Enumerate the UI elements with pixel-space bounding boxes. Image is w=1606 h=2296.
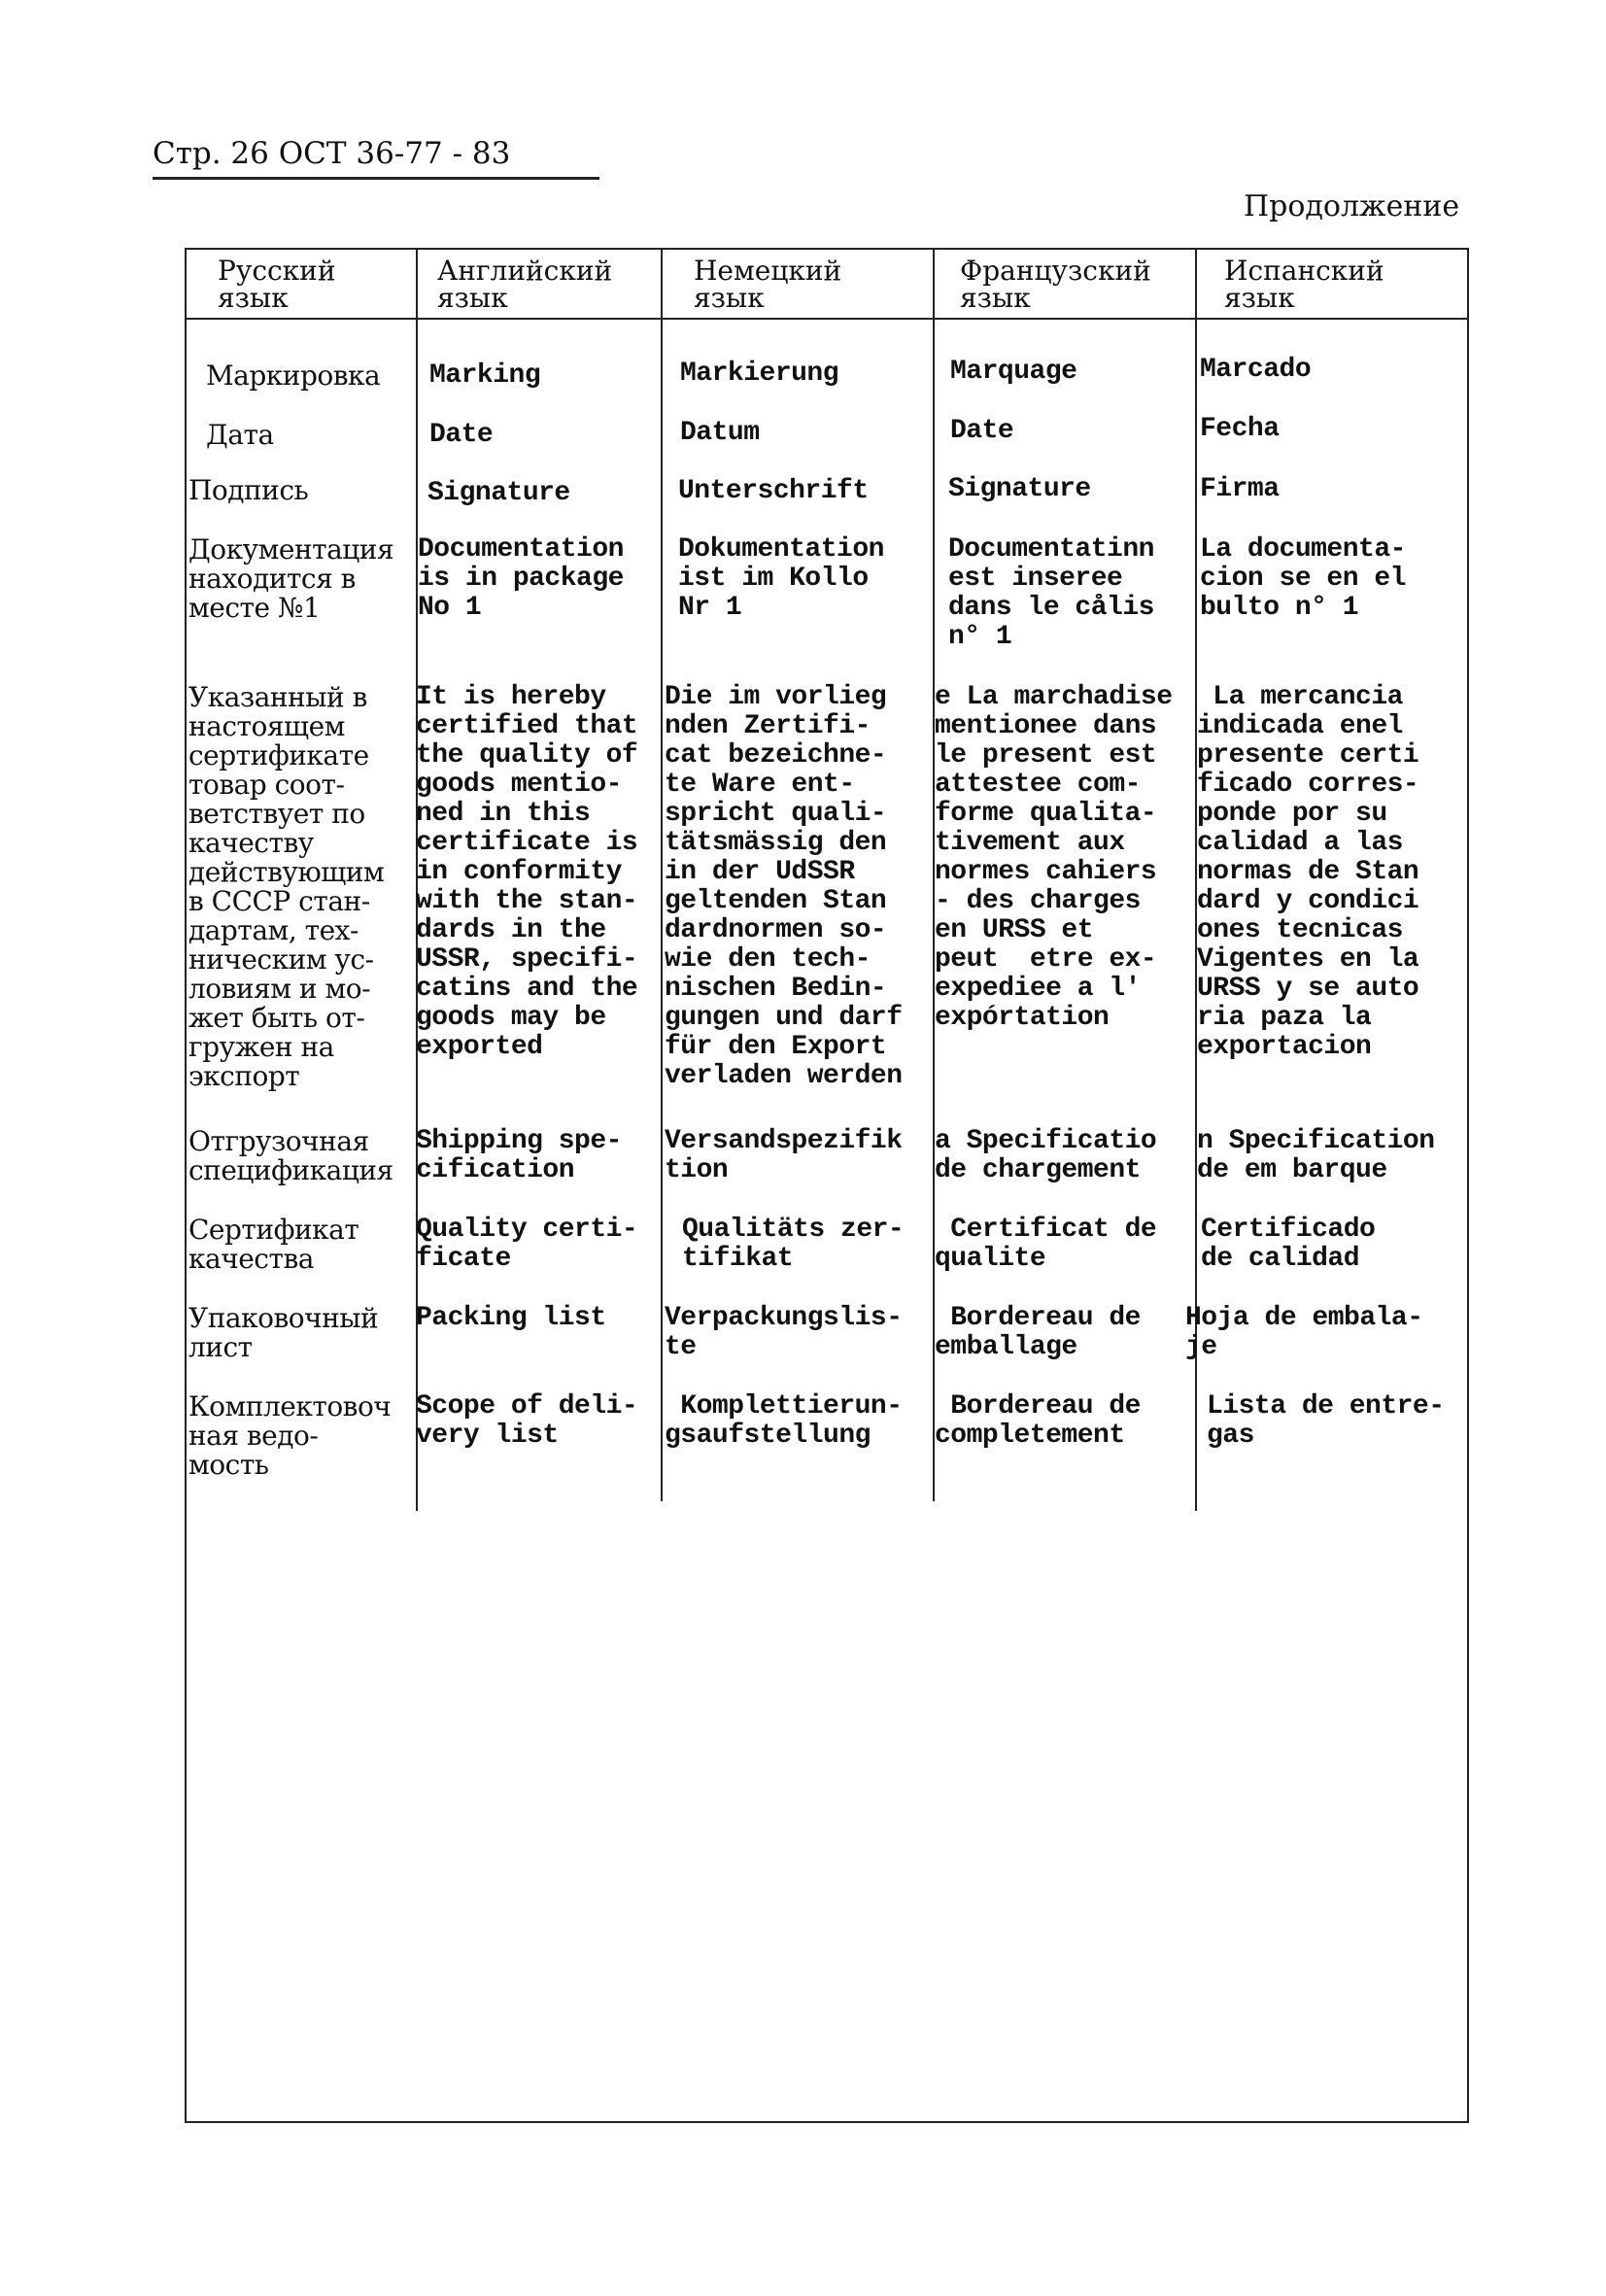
column-header-german: Немецкий язык bbox=[694, 255, 842, 314]
cell-de-shipping-specification: Versandspezifik tion bbox=[665, 1126, 903, 1185]
cell-en-documentation: Documentation is in package No 1 bbox=[418, 534, 624, 623]
cell-es-quality-certificate: Certificado de calidad bbox=[1201, 1215, 1376, 1274]
cell-de-marking: Markierung bbox=[680, 359, 839, 389]
cell-ru-date: Дата bbox=[206, 419, 274, 451]
cell-es-marking: Marcado bbox=[1200, 355, 1312, 385]
cell-ru-quality-certificate: Сертификат качества bbox=[188, 1214, 359, 1275]
cell-fr-signature: Signature bbox=[948, 474, 1091, 504]
page-reference: Стр. 26 ОСТ 36-77 - 83 bbox=[153, 136, 599, 180]
cell-de-date: Datum bbox=[680, 418, 760, 448]
cell-ru-certificate-statement: Указанный в настоящем сертификате товар соот- ветствует по качеству действующим в СССР стан- дартам, тех- ническим ус- ловиям и мо- жет быть от- гружен на экспорт bbox=[188, 681, 385, 1092]
cell-en-packing-list: Packing list bbox=[416, 1303, 606, 1333]
column-header-english: Английский язык bbox=[437, 255, 613, 314]
cell-ru-marking: Маркировка bbox=[206, 360, 381, 392]
cell-fr-packing-list: Bordereau de emballage bbox=[935, 1303, 1141, 1362]
cell-en-shipping-specification: Shipping spe- cification bbox=[416, 1126, 622, 1185]
translation-table bbox=[185, 248, 1467, 2123]
cell-en-delivery-scope: Scope of deli- very list bbox=[416, 1391, 638, 1451]
cell-fr-documentation: Documentatinn est inseree dans le cålis n° 1 bbox=[948, 534, 1154, 652]
cell-es-packing-list: Hoja de embala- je bbox=[1185, 1303, 1423, 1362]
column-header-french: Французский язык bbox=[960, 255, 1151, 314]
column-header-spanish: Испанский язык bbox=[1224, 255, 1384, 314]
cell-fr-date: Date bbox=[950, 416, 1014, 446]
cell-de-signature: Unterschrift bbox=[678, 476, 869, 506]
cell-ru-shipping-specification: Отгрузочная спецификация bbox=[188, 1125, 393, 1186]
cell-ru-documentation: Документация находится в месте №1 bbox=[188, 533, 394, 624]
cell-fr-delivery-scope: Bordereau de completement bbox=[935, 1391, 1141, 1451]
table-bottom-line bbox=[185, 2121, 1469, 2123]
cell-fr-certificate-statement: e La marchadise mentionee dans le present est attestee com- forme qualita- tivement aux normes cahiers - des charges en URSS et peut etre ex- expediee a l' expórtation bbox=[935, 682, 1173, 1033]
column-divider-2 bbox=[661, 248, 663, 1501]
cell-fr-marking: Marquage bbox=[950, 357, 1077, 387]
column-header-russian: Русский язык bbox=[218, 255, 336, 314]
cell-en-signature: Signature bbox=[427, 478, 570, 508]
cell-de-packing-list: Verpackungslis- te bbox=[665, 1303, 903, 1362]
cell-es-shipping-specification: n Specification de em barque bbox=[1197, 1126, 1435, 1185]
cell-de-quality-certificate: Qualitäts zer- tifikat bbox=[682, 1215, 905, 1274]
cell-es-documentation: La documenta- cion se en el bulto n° 1 bbox=[1200, 534, 1406, 623]
cell-fr-shipping-specification: a Specificatio de chargement bbox=[935, 1126, 1157, 1185]
cell-en-date: Date bbox=[429, 420, 494, 450]
cell-ru-signature: Подпись bbox=[188, 474, 309, 506]
cell-es-certificate-statement: La mercancia indicada enel presente certi ficado corres- ponde por su calidad a las normas de Stan dard y condici ones tecnicas Vigentes en la URSS y se auto ria paza la exportacion bbox=[1197, 682, 1419, 1062]
cell-de-documentation: Dokumentation ist im Kollo Nr 1 bbox=[678, 534, 884, 623]
continued-label: Продолжение bbox=[1244, 189, 1460, 223]
cell-ru-packing-list: Упаковочный лист bbox=[188, 1302, 379, 1363]
cell-en-marking: Marking bbox=[429, 360, 541, 391]
cell-en-certificate-statement: It is hereby certified that the quality of goods mentio- ned in this certificate is in conformity with the stan- dards in the USSR, specifi- catins and the goods may be exported bbox=[416, 682, 638, 1062]
cell-es-signature: Firma bbox=[1200, 474, 1280, 504]
cell-de-delivery-scope: Komplettierun- gsaufstellung bbox=[665, 1391, 903, 1451]
cell-es-date: Fecha bbox=[1200, 414, 1280, 444]
table-right-border bbox=[1467, 248, 1469, 2123]
table-left-border bbox=[185, 248, 187, 2123]
cell-de-certificate-statement: Die im vorlieg nden Zertifi- cat bezeichne- te Ware ent- spricht quali- tätsmässig den in der UdSSR geltenden Stan dardnormen so- wie den tech- nischen Bedin- gungen und darf für den Export verladen werden bbox=[665, 682, 903, 1091]
cell-en-quality-certificate: Quality certi- ficate bbox=[416, 1215, 638, 1274]
cell-es-delivery-scope: Lista de entre- gas bbox=[1207, 1391, 1445, 1451]
cell-ru-delivery-scope: Комплектовоч ная ведо- мость bbox=[188, 1390, 392, 1481]
cell-fr-quality-certificate: Certificat de qualite bbox=[935, 1215, 1157, 1274]
